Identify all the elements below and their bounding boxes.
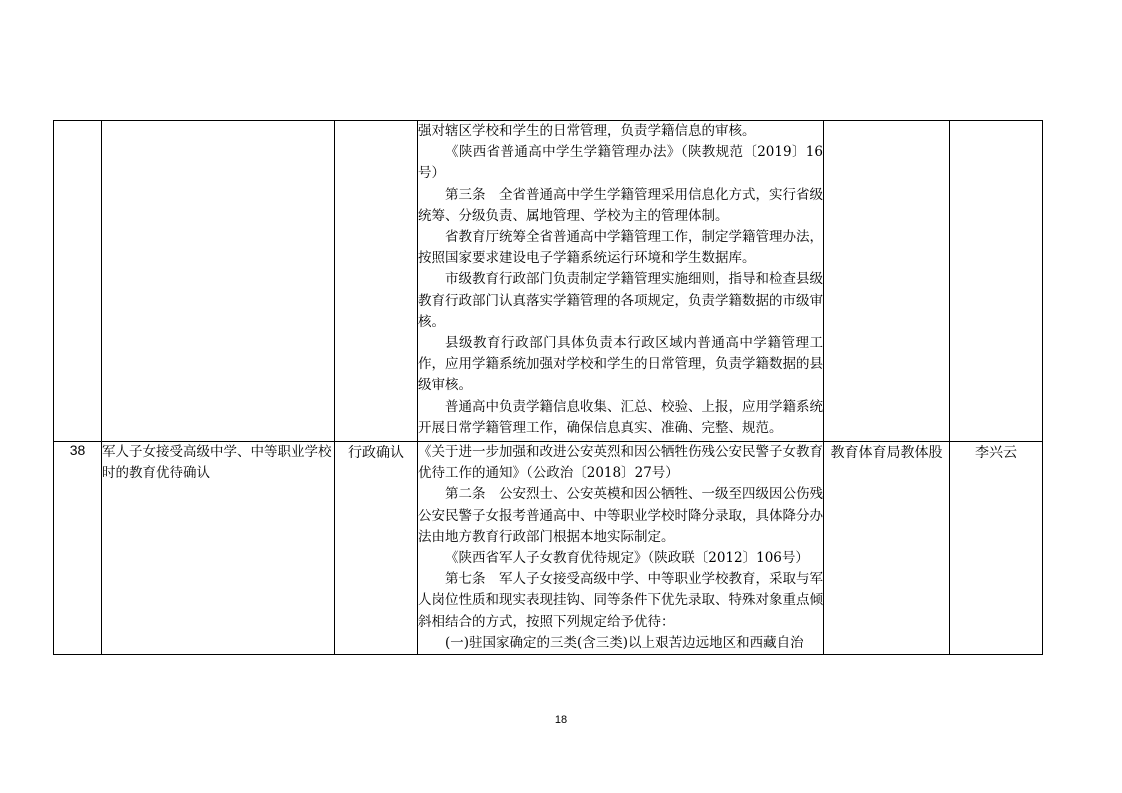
responsible-department	[824, 121, 950, 442]
item-category	[335, 121, 418, 442]
table-row	[54, 121, 1043, 442]
basis-paragraph: 《关于进一步加强和改进公安英烈和因公牺牲伤残公安民警子女教育优待工作的通知》（公政治〔2018〕27号）	[418, 444, 823, 482]
item-name: 军人子女接受高级中学、中等职业学校时的教育优待确认	[102, 442, 335, 655]
item-category: 行政确认	[335, 442, 418, 655]
matters-table	[53, 120, 1043, 655]
item-name	[102, 121, 335, 442]
basis-paragraph: 《陕西省普通高中学生学籍管理办法》（陕教规范〔2019〕16号）	[418, 144, 823, 182]
basis-paragraph: 第三条 全省普通高中学生学籍管理采用信息化方式，实行省级统筹、分级负责、属地管理、学校为主的管理体制。	[418, 186, 823, 224]
basis-paragraph: 《陕西省军人子女教育优待规定》（陕政联〔2012〕106号）	[445, 550, 809, 567]
legal-basis	[418, 442, 824, 655]
table-row	[54, 442, 1043, 655]
basis-paragraph: 县级教育行政部门具体负责本行政区域内普通高中学籍管理工作，应用学籍系统加强对学校和学生的日常管理，负责学籍数据的县级审核。	[418, 335, 823, 394]
contact-person	[950, 121, 1043, 442]
contact-person: 李兴云	[950, 442, 1043, 655]
basis-paragraph: 第二条 公安烈士、公安英模和因公牺牲、一级至四级因公伤残公安民警子女报考普通高中、中等职业学校时降分录取，具体降分办法由地方教育行政部门根据本地实际制定。	[418, 486, 823, 545]
basis-paragraph: 第七条 军人子女接受高级中学、中等职业学校教育，采取与军人岗位性质和现实表现挂钩、同等条件下优先录取、特殊对象重点倾斜相结合的方式，按照下列规定给予优待：	[418, 571, 823, 630]
responsible-department: 教育体育局教体股	[824, 442, 950, 655]
page-number: 18	[554, 714, 568, 726]
basis-paragraph: 省教育厅统筹全省普通高中学籍管理工作，制定学籍管理办法，按照国家要求建设电子学籍系统运行环境和学生数据库。	[418, 229, 823, 267]
basis-paragraph: 普通高中负责学籍信息收集、汇总、校验、上报，应用学籍系统开展日常学籍管理工作，确保信息真实、准确、完整、规范。	[418, 398, 823, 436]
row-number	[54, 121, 102, 442]
basis-paragraph: (一)驻国家确定的三类(含三类)以上艰苦边远地区和西藏自治	[445, 634, 804, 651]
legal-basis	[418, 121, 824, 442]
basis-paragraph: 强对辖区学校和学生的日常管理，负责学籍信息的审核。	[418, 123, 756, 139]
basis-paragraph: 市级教育行政部门负责制定学籍管理实施细则，指导和检查县级教育行政部门认真落实学籍管理的各项规定，负责学籍数据的市级审核。	[418, 271, 823, 330]
row-number: 38	[54, 442, 102, 655]
